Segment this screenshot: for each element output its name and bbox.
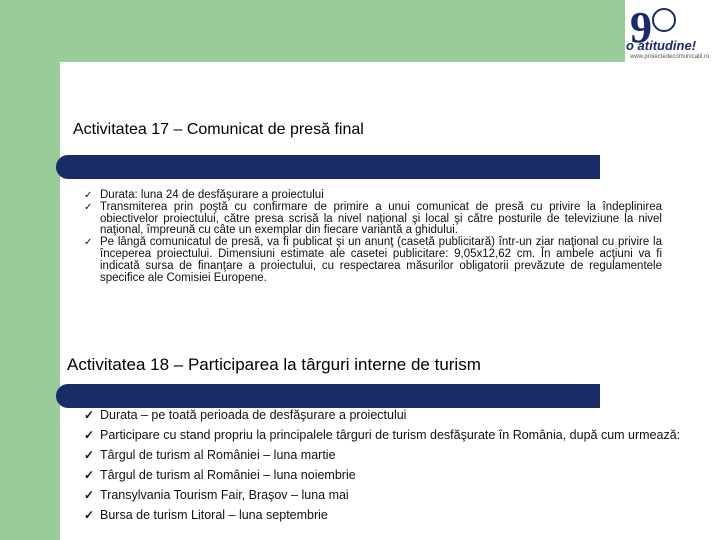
list-item-text: Pe lângă comunicatul de presă, va fi publicat şi un anunţ (casetă publicitară) într-un ziar naţional cu privire la începerea proiectului. Dimensiuni estimate ale casetei publicitare: 9,05x12,62 cm. În ambele acţiuni va fi indicată sursa de finanţare a proiectului, cu respectarea măsurilor obligatorii prevăzute de regulamentele specifice ale Comisiei Europene. xyxy=(100,236,662,284)
list-item-text: Târgul de turism al României – luna martie xyxy=(100,448,336,462)
list-item xyxy=(84,505,694,525)
list-item xyxy=(84,485,694,505)
checkmark-icon: ✓ xyxy=(84,237,93,249)
checkmark-icon: ✓ xyxy=(84,408,95,422)
section-title-17: Activitatea 17 – Comunicat de presă final xyxy=(73,121,364,138)
logo-url: www.proiectedecomunicatii.ro xyxy=(630,54,710,60)
checkmark-icon: ✓ xyxy=(84,201,93,213)
list-item-text: Transmiterea prin poştă cu confirmare de primire a unui comunicat de presă cu privire la îndeplinirea obiectivelor proiectului, către presa scrisă la nivel naţional şi local şi către posturile de televiziune la nivel naţional, împreună cu câte un exemplar din fiecare variantă a ghidului. xyxy=(100,200,662,237)
list-item-text: Bursa de turism Litoral – luna septembrie xyxy=(100,508,328,522)
checkmark-icon: ✓ xyxy=(84,448,95,462)
checkmark-icon: ✓ xyxy=(84,488,95,502)
checkmark-icon: ✓ xyxy=(84,428,95,442)
logo-numeral: 9 xyxy=(630,3,652,52)
checkmark-icon: ✓ xyxy=(84,190,93,201)
logo-wordmark: o atitudine! xyxy=(626,38,697,53)
list-item-text: Transylvania Tourism Fair, Braşov – luna mai xyxy=(100,488,349,502)
list-item xyxy=(84,405,694,425)
section-list-18 xyxy=(84,405,694,525)
checkmark-icon: ✓ xyxy=(84,508,95,522)
list-item xyxy=(84,465,694,485)
checkmark-icon: ✓ xyxy=(84,468,95,482)
section-title-18: Activitatea 18 – Participarea la târguri interne de turism xyxy=(67,355,481,374)
side-band xyxy=(0,0,60,540)
section-bar-17 xyxy=(56,155,600,179)
list-item-text: Durata – pe toată perioada de desfăşurare a proiectului xyxy=(100,408,407,422)
logo xyxy=(626,2,720,68)
list-item-text: Târgul de turism al României – luna noiembrie xyxy=(100,468,356,482)
list-item xyxy=(84,445,694,465)
logo-seal-icon xyxy=(652,8,676,32)
list-item xyxy=(84,237,662,284)
list-item-text: Participare cu stand propriu la principalele târguri de turism desfăşurate în România, după cum urmează: xyxy=(100,428,681,442)
list-item xyxy=(84,425,694,445)
list-item xyxy=(84,202,662,237)
section-list-17 xyxy=(84,190,662,284)
list-item-text: Durata: luna 24 de desfăşurare a proiectului xyxy=(100,189,324,201)
top-band xyxy=(0,0,625,62)
